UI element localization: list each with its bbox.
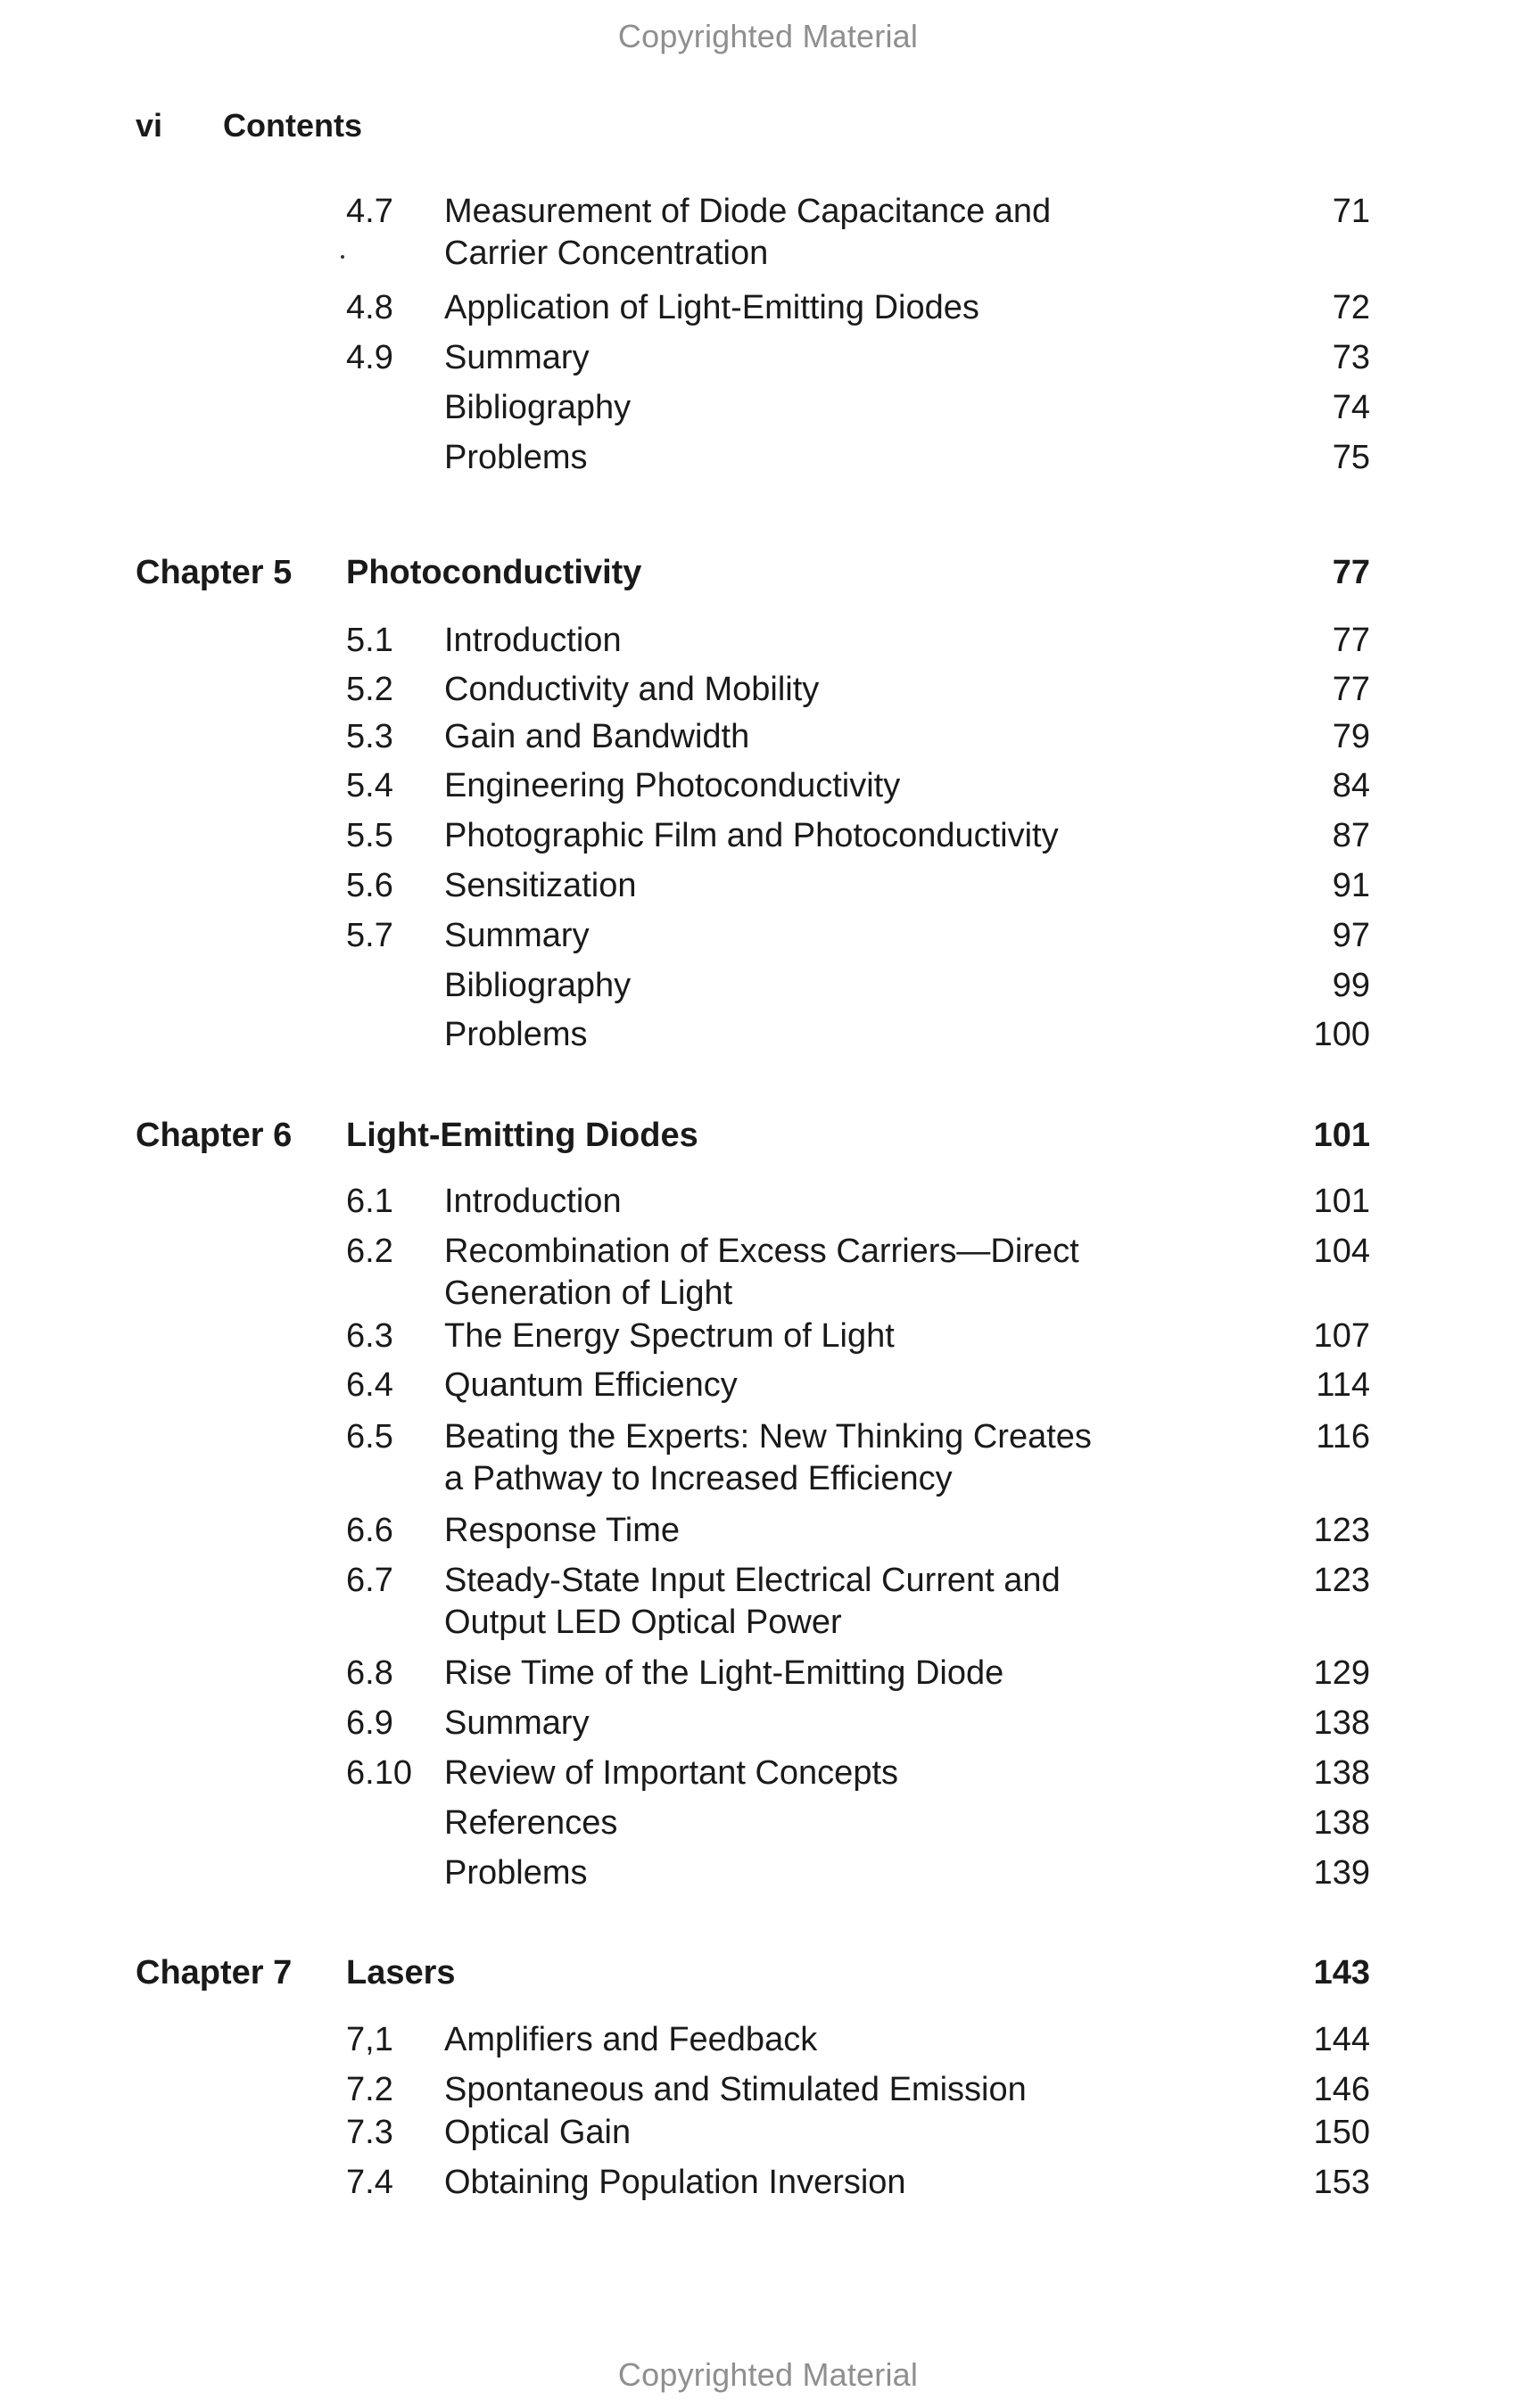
entry-title: Sensitization [444, 867, 637, 904]
entry-number: 6.8 [346, 1654, 393, 1692]
entry-title: Problems [444, 439, 588, 476]
entry-title: Application of Light-Emitting Diodes [444, 289, 979, 326]
chapter-label: Chapter 7 [136, 1954, 293, 1992]
entry-number: 7,1 [346, 2021, 393, 2058]
entry-number: 5.3 [346, 718, 393, 755]
entry-number: 6.1 [346, 1183, 393, 1220]
entry-title: Introduction [444, 622, 622, 659]
entry-page: 153 [1313, 2164, 1370, 2201]
entry-page: 144 [1313, 2021, 1370, 2058]
entry-title: Bibliography [444, 389, 632, 426]
entry-number: 6.6 [346, 1512, 393, 1549]
entry-title-line-1: Measurement of Diode Capacitance and [444, 193, 1052, 230]
page-folio: vi [136, 107, 163, 144]
entry-title: Summary [444, 1704, 590, 1742]
entry-page: 99 [1332, 967, 1370, 1004]
watermark-bottom: Copyrighted Material [617, 2356, 919, 2393]
entry-number: 6.9 [346, 1704, 393, 1742]
entry-page: 138 [1313, 1704, 1370, 1742]
entry-page: 116 [1316, 1418, 1370, 1456]
entry-page: 138 [1313, 1754, 1370, 1792]
chapter-heading[interactable] [0, 1117, 1536, 1159]
entry-title: Obtaining Population Inversion [444, 2164, 906, 2201]
entry-title-line-2: Generation of Light [444, 1274, 733, 1312]
entry-page: 87 [1332, 817, 1370, 854]
entry-page: 146 [1313, 2071, 1370, 2108]
chapter-page: 143 [1313, 1954, 1370, 1992]
entry-number: 5.4 [346, 767, 393, 804]
entry-number: 5.6 [346, 867, 393, 904]
entry-title: Summary [444, 339, 590, 376]
chapter-page: 101 [1313, 1117, 1370, 1154]
entry-title [444, 1231, 1149, 1315]
entry-page: 84 [1332, 767, 1370, 804]
entry-title: Problems [444, 1854, 588, 1892]
entry-title: Optical Gain [444, 2114, 632, 2151]
entry-number: 6.2 [346, 1233, 393, 1270]
entry-page: 150 [1313, 2114, 1370, 2151]
entry-title: Spontaneous and Stimulated Emission [444, 2071, 1027, 2108]
entry-page: 129 [1313, 1654, 1370, 1692]
chapter-title: Photoconductivity [346, 554, 642, 591]
chapter-5 [0, 554, 1536, 597]
entry-title-line-1: Beating the Experts: New Thinking Creates [444, 1418, 1092, 1456]
entry-page: 107 [1313, 1317, 1370, 1355]
entry-page: 75 [1332, 439, 1370, 476]
entry-page: 74 [1332, 389, 1370, 426]
entry-title: Bibliography [444, 967, 632, 1004]
entry-number: 5.2 [346, 671, 393, 708]
entry-title: Review of Important Concepts [444, 1754, 899, 1792]
entry-page: 123 [1313, 1512, 1370, 1549]
entry-number: 4.9 [346, 339, 393, 376]
entry-title: Introduction [444, 1183, 622, 1220]
entry-number: 7.2 [346, 2071, 393, 2108]
entry-number: 4.8 [346, 289, 393, 326]
entry-title: References [444, 1804, 618, 1842]
entry-number: 6.3 [346, 1317, 393, 1355]
entry-page: 72 [1332, 289, 1370, 326]
entry-title: Quantum Efficiency [444, 1366, 738, 1404]
entry-number: 5.5 [346, 817, 393, 854]
entry-page: 91 [1332, 867, 1370, 904]
entry-number: 6.7 [346, 1562, 393, 1599]
stray-dot-mark [341, 255, 344, 259]
chapter-title: Light-Emitting Diodes [346, 1117, 698, 1154]
chapter-label: Chapter 5 [136, 554, 293, 591]
entry-page: 139 [1313, 1854, 1370, 1892]
entry-number: 7.4 [346, 2164, 393, 2201]
chapter-page: 77 [1332, 554, 1370, 591]
entry-title: The Energy Spectrum of Light [444, 1317, 895, 1355]
entry-title: Engineering Photoconductivity [444, 767, 901, 804]
entry-title: Response Time [444, 1512, 681, 1549]
entry-number: 7.3 [346, 2114, 393, 2151]
entry-title-line-1: Steady-State Input Electrical Current and [444, 1562, 1061, 1599]
entry-title: Conductivity and Mobility [444, 671, 820, 708]
entry-number: 4.7 [346, 193, 393, 230]
entry-page: 77 [1332, 671, 1370, 708]
watermark-top: Copyrighted Material [617, 18, 919, 54]
entry-title: Gain and Bandwidth [444, 718, 750, 755]
entry-title: Photographic Film and Photoconductivity [444, 817, 1059, 854]
entry-number: 5.7 [346, 917, 393, 954]
entry-title: Summary [444, 917, 590, 954]
entry-page: 79 [1332, 718, 1370, 755]
entry-number: 6.4 [346, 1366, 393, 1404]
entry-page: 114 [1316, 1366, 1370, 1404]
entry-number: 5.1 [346, 622, 393, 659]
entry-number: 6.10 [346, 1754, 412, 1792]
entry-title: Problems [444, 1016, 588, 1053]
entry-page: 77 [1332, 622, 1370, 659]
entry-page: 101 [1313, 1183, 1370, 1220]
chapter-6 [0, 1117, 1536, 1159]
entry-title-line-2: a Pathway to Increased Efficiency [444, 1460, 953, 1497]
entry-page: 71 [1332, 193, 1370, 230]
entry-page: 97 [1332, 917, 1370, 954]
entry-title [444, 1416, 1149, 1500]
chapter-label: Chapter 6 [136, 1117, 293, 1154]
entry-page: 73 [1332, 339, 1370, 376]
entry-title-line-1: Recombination of Excess Carriers—Direct [444, 1233, 1079, 1270]
entry-number: 6.5 [346, 1418, 393, 1456]
entry-title: Rise Time of the Light-Emitting Diode [444, 1654, 1004, 1692]
entry-page: 100 [1313, 1016, 1370, 1053]
chapter-heading[interactable] [0, 1954, 1536, 1997]
entry-page: 104 [1313, 1233, 1370, 1270]
running-head-title: Contents [223, 107, 362, 144]
entry-title-line-2: Carrier Concentration [444, 235, 769, 272]
entry-page: 123 [1313, 1562, 1370, 1599]
chapter-7 [0, 1954, 1536, 1997]
chapter-title: Lasers [346, 1954, 456, 1992]
entry-title: Amplifiers and Feedback [444, 2021, 818, 2058]
entry-page: 138 [1313, 1804, 1370, 1842]
entry-title [444, 1560, 1149, 1644]
entry-title-line-2: Output LED Optical Power [444, 1604, 842, 1641]
entry-title [444, 191, 1149, 275]
chapter-heading[interactable] [0, 554, 1536, 597]
